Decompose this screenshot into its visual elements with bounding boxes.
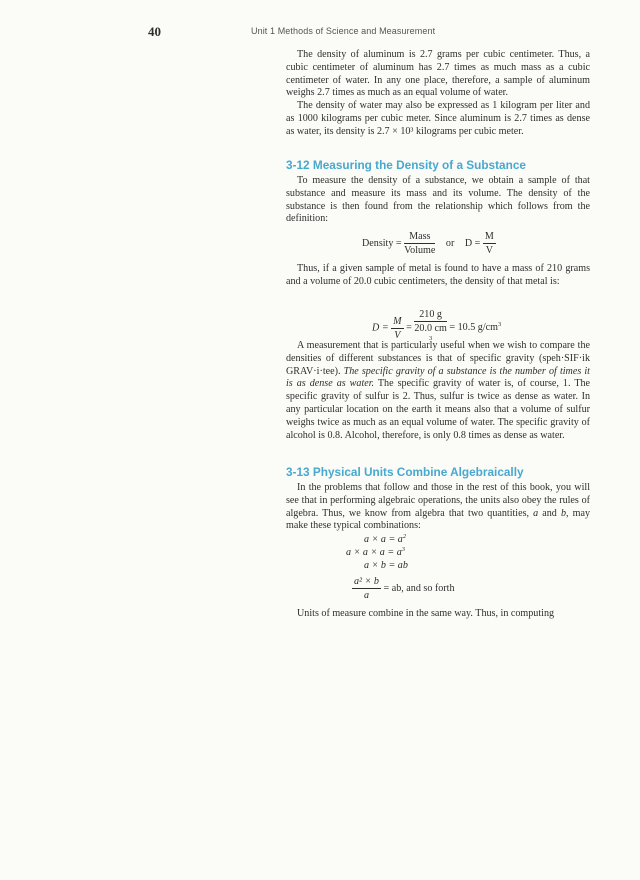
intro-paragraph-1: The density of aluminum is 2.7 grams per cubic centimeter. Thus, a cubic centimeter of aluminum has 2.7 times as much mass as a cubic centimeter of water. In any one place, therefore, a sample of aluminum weighs 2.7 times as much as an equal volume of water.	[286, 49, 590, 99]
section-3-12-p1-block	[286, 175, 590, 226]
specific-gravity-definition: The specific gravity of a substance is the number of times it is as dense as water.	[286, 365, 590, 390]
page-number: 40	[148, 24, 161, 39]
algebra-line-1	[364, 534, 406, 545]
algebra-fraction	[352, 575, 381, 602]
fraction-denominator: V	[485, 245, 494, 256]
fraction-denominator: V	[394, 329, 401, 341]
section-3-12-paragraph-2: Thus, if a given sample of metal is found to have a mass of 210 grams and a volume of 20.0 cubic centimeters, the density of that metal is:	[286, 263, 590, 287]
fraction-numerator: M	[484, 231, 494, 242]
paragraph-text: In the problems that follow and those in the rest of this book, you will see that in performing algebraic operations, the units also obey the rules of algebra. Thus, we know from algebra that two quantities,	[286, 482, 590, 519]
fraction-numerator: a² × b	[354, 576, 379, 587]
algebra-text: a × a × a = a	[346, 547, 402, 558]
equation-or: or	[445, 237, 455, 249]
paragraph-text: A measurement that is particularly useful when we wish to compare the densities of different substances is that of specific gravity (speh·SIF·ik GRAV·i·tee).	[286, 340, 590, 377]
result-superscript: 3	[498, 321, 502, 329]
section-3-12-p3-block	[286, 340, 590, 442]
m-v-fraction	[483, 230, 496, 257]
section-3-13-paragraph-2: Units of measure combine in the same way. Thus, in computing	[297, 608, 555, 619]
algebra-superscript: 2	[402, 533, 407, 540]
equation-lhs-2: D =	[464, 237, 481, 249]
section-3-13-p1-block	[286, 482, 590, 533]
mass-volume-fraction	[404, 230, 435, 257]
equation-lhs: D =	[372, 322, 389, 334]
section-3-12-paragraph-3	[286, 340, 590, 442]
section-3-13-paragraph-1	[286, 482, 590, 533]
equation-lhs: Density =	[362, 237, 402, 249]
algebra-line-3: a × b = ab	[364, 560, 408, 571]
variable-a: a	[533, 507, 539, 519]
running-head: Unit 1 Methods of Science and Measurement	[251, 26, 436, 36]
denominator-superscript: 3	[428, 335, 433, 342]
equals-sign: =	[406, 322, 412, 334]
section-heading-3-13: 3-13 Physical Units Combine Algebraically	[286, 465, 524, 479]
section-3-12-p2-block	[286, 263, 590, 289]
algebra-line-4	[352, 575, 455, 602]
fraction-denominator: Volume	[404, 245, 436, 256]
intro-paragraph-2: The density of water may also be expressed as 1 kilogram per liter and as 1000 kilograms per cubic meter. Since aluminum is 2.7 times as dense as water, its density is 2.7 × 10³ kilograms per cubic meter.	[286, 100, 590, 137]
algebra-rhs: = ab, and so forth	[383, 582, 455, 594]
fraction-numerator: M	[393, 315, 402, 327]
denominator-text: 20.0 cm	[414, 323, 447, 334]
paragraph-text: , may make these typical combinations:	[286, 507, 590, 532]
density-definition-equation	[362, 230, 496, 257]
section-3-13-p2-block	[286, 608, 590, 621]
intro-block	[286, 49, 590, 139]
variable-b: b	[560, 507, 566, 519]
m-v-fraction	[391, 315, 403, 342]
equation-result	[449, 322, 501, 333]
fraction-numerator: Mass	[404, 230, 435, 244]
algebra-text: a × a = a	[364, 534, 403, 545]
section-heading-3-12: 3-12 Measuring the Density of a Substance	[286, 158, 526, 172]
section-3-12-paragraph-1: To measure the density of a substance, we obtain a sample of that substance and measure its mass and its volume. The density of the substance is then found from the relationship which follows from the definition:	[286, 175, 590, 225]
paragraph-text: The specific gravity of water is, of course, 1. The specific gravity of sulfur is 2. Thus, sulfur is twice as dense as water. In any particular location on the earth it means also that a volume of sulfur weighs twice as much as an equal volume of water. The specific gravity of alcohol is 0.8. Alcohol, therefore, is only 0.8 times as dense as water.	[286, 378, 591, 441]
algebra-superscript: 3	[401, 546, 406, 553]
result-text: = 10.5 g/cm	[449, 322, 498, 334]
fraction-denominator: a	[363, 590, 370, 601]
fraction-numerator: 210 g	[414, 308, 447, 322]
paragraph-text: and	[538, 507, 561, 519]
algebra-line-2	[346, 547, 405, 558]
